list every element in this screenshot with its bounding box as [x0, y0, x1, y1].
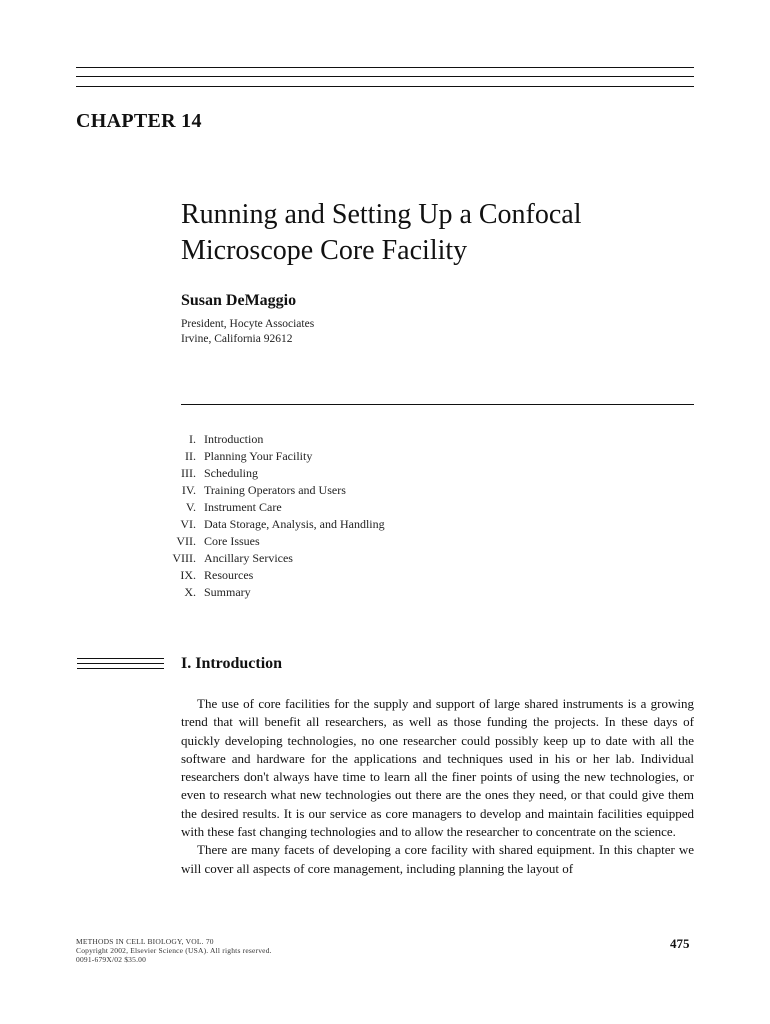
footer-copyright: Copyright 2002, Elsevier Science (USA). All rights reserved.	[76, 946, 272, 955]
title-line-2: Microscope Core Facility	[181, 235, 468, 266]
table-of-contents	[160, 431, 385, 601]
section-marker	[77, 658, 164, 670]
toc-label: Training Operators and Users	[204, 483, 346, 497]
title-line-1: Running and Setting Up a Confocal	[181, 199, 582, 230]
affiliation-line-1: President, Hocyte Associates	[181, 318, 315, 330]
toc-item	[160, 516, 385, 533]
affiliation-line-2: Irvine, California 92612	[181, 333, 293, 345]
toc-number: VII.	[176, 534, 196, 548]
rule-line	[76, 76, 694, 77]
rule-line	[76, 67, 694, 68]
toc-item	[160, 482, 385, 499]
toc-item	[160, 448, 385, 465]
rule-line	[77, 668, 164, 669]
paragraph: The use of core facilities for the supply and support of large shared instruments is a growing trend that will benefit all researchers, as well as those funding the projects. In these days of quickly developing technologies, no one researcher could possibly keep up to date with all the software and hardware for the applications and techniques used in his or her lab. Individual researchers don't always have time to learn all the finer points of using the new technologies, or even to research what new technologies out there are the ones they need, or that could give them the desired results. It is our service as core managers to develop and maintain facilities equipped with these fast changing technologies and to allow the researcher to concentrate on the science.	[181, 696, 694, 840]
top-rules	[76, 67, 694, 89]
toc-number: VIII.	[172, 551, 196, 565]
toc-number: V.	[185, 500, 196, 514]
toc-number: II.	[185, 449, 196, 463]
section-heading: I. Introduction	[181, 655, 283, 672]
toc-item	[160, 567, 385, 584]
toc-number: VI.	[180, 517, 196, 531]
toc-item	[160, 431, 385, 448]
body-text	[181, 695, 694, 878]
publication-footer	[76, 937, 272, 964]
rule-line	[77, 658, 164, 659]
toc-item	[160, 550, 385, 567]
chapter-title	[181, 197, 701, 269]
footer-issn: 0091-679X/02 $35.00	[76, 955, 147, 964]
toc-label: Data Storage, Analysis, and Handling	[204, 517, 385, 531]
rule-line	[77, 663, 164, 664]
toc-number: IV.	[181, 483, 196, 497]
toc-number: X.	[184, 585, 196, 599]
toc-label: Ancillary Services	[204, 551, 293, 565]
toc-label: Instrument Care	[204, 500, 282, 514]
toc-label: Planning Your Facility	[204, 449, 313, 463]
chapter-label: CHAPTER 14	[76, 110, 202, 132]
author-affiliation	[181, 317, 314, 347]
toc-label: Core Issues	[204, 534, 260, 548]
toc-number: III.	[181, 466, 196, 480]
toc-number: I.	[189, 432, 196, 446]
rule-line	[76, 86, 694, 87]
page-number: 475	[670, 936, 690, 951]
toc-item	[160, 533, 385, 550]
toc-label: Summary	[204, 585, 251, 599]
toc-number: IX.	[180, 568, 196, 582]
author-name: Susan DeMaggio	[181, 292, 297, 309]
toc-label: Introduction	[204, 432, 264, 446]
footer-journal: METHODS IN CELL BIOLOGY, VOL. 70	[76, 937, 214, 946]
toc-item	[160, 584, 385, 601]
toc-label: Resources	[204, 568, 254, 582]
toc-item	[160, 465, 385, 482]
toc-label: Scheduling	[204, 466, 258, 480]
toc-item	[160, 499, 385, 516]
section-divider	[181, 404, 694, 405]
paragraph: There are many facets of developing a core facility with shared equipment. In this chapter we will cover all aspects of core management, including planning the layout of	[181, 842, 694, 876]
